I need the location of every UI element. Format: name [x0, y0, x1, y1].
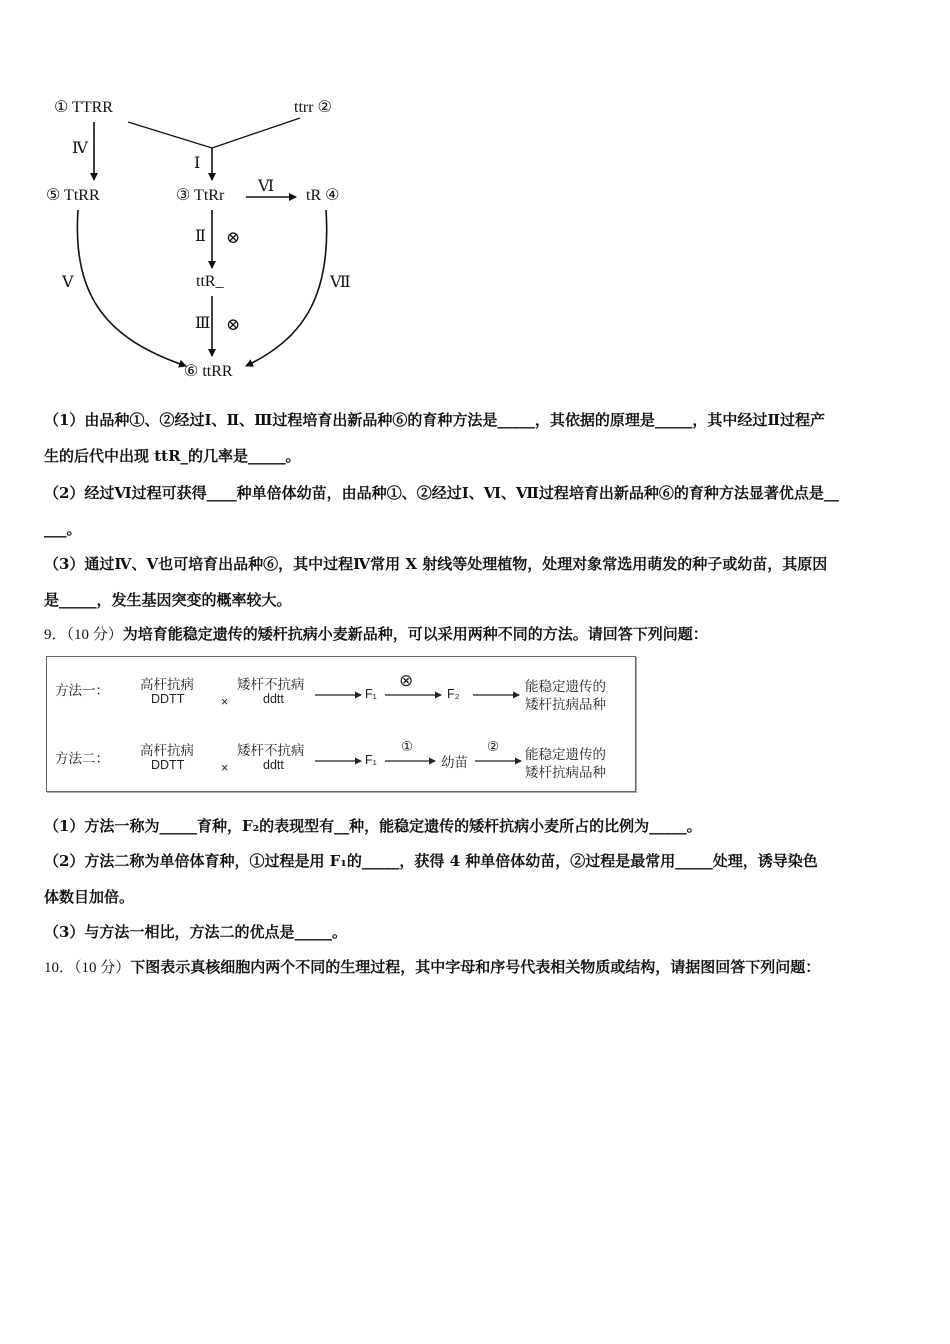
- cross-line-right: [212, 118, 300, 148]
- q8-part1-line1: （1）由品种①、②经过Ⅰ、Ⅱ、Ⅲ过程培育出新品种⑥的育种方法是_____，其依据的原理是_____，其中经过Ⅱ过程产: [44, 411, 826, 429]
- method-two-label: 方法二：: [55, 751, 109, 767]
- label-iii: Ⅲ: [195, 315, 211, 332]
- result-line1: 能稳定遗传的: [525, 679, 606, 695]
- result-line2: 矮杆抗病品种: [525, 765, 606, 781]
- selfing-icon: ⊗: [399, 671, 414, 691]
- cross-line-left: [128, 122, 212, 148]
- question-score: （10 分）: [66, 627, 123, 643]
- result-line2: 矮杆抗病品种: [525, 697, 606, 713]
- parent-tall-resistant: 高杆抗病: [140, 743, 194, 759]
- q9-part2-line2: 体数目加倍。: [44, 888, 135, 906]
- parent-short-susceptible: 矮杆不抗病: [237, 677, 305, 693]
- q10-stem: [44, 957, 910, 978]
- q9-part1: （1）方法一称为_____育种，F₂的表现型有__种，能稳定遗传的矮杆抗病小麦所占的比例为_____。: [44, 817, 702, 835]
- node-1-ttrr: ① TTRR: [54, 99, 113, 116]
- result-line1: 能稳定遗传的: [525, 747, 606, 763]
- seedling-label: 幼苗: [441, 755, 468, 771]
- genotype-ddtt-lower: ddtt: [263, 692, 284, 706]
- q8-part3-line2: 是_____，发生基因突变的概率较大。: [44, 591, 292, 609]
- label-ii: Ⅱ: [195, 228, 206, 245]
- question-score: （10 分）: [74, 960, 131, 976]
- label-v: Ⅴ: [62, 274, 74, 291]
- q8-part3-line1: （3）通过Ⅳ、Ⅴ也可培育出品种⑥，其中过程Ⅳ常用 X 射线等处理植物，处理对象常选用萌发的种子或幼苗，其原因: [44, 555, 828, 573]
- arrow-vii: [246, 210, 327, 366]
- q9-part2-line1: （2）方法二称为单倍体育种，①过程是用 F₁的_____，获得 4 种单倍体幼苗，②过程是最常用_____处理，诱导染色: [44, 852, 818, 870]
- label-vii: Ⅶ: [330, 274, 351, 291]
- parent-tall-resistant: 高杆抗病: [140, 677, 194, 693]
- selfing-icon: ⊗: [226, 228, 241, 247]
- arrow-v: [77, 210, 186, 366]
- step-1-marker: ①: [401, 739, 414, 755]
- step-2-marker: ②: [487, 739, 500, 755]
- f1-label: F₁: [365, 753, 377, 767]
- selfing-icon: ⊗: [226, 315, 241, 334]
- method-one-label: 方法一：: [55, 683, 109, 699]
- method-diagram-box: [46, 656, 636, 792]
- node-4-tr: tR ④: [306, 187, 340, 204]
- f1-label: F₁: [365, 687, 377, 701]
- label-i: Ⅰ: [194, 155, 201, 172]
- q8-part2-line2: ___。: [44, 520, 82, 538]
- node-6-ttrr: ⑥ ttRR: [184, 363, 233, 380]
- node-3-ttrr: ③ TtRr: [176, 187, 225, 204]
- q9-part3: （3）与方法一相比，方法二的优点是_____。: [44, 923, 347, 941]
- node-5-ttrr: ⑤ TtRR: [46, 187, 100, 204]
- genotype-ddtt-upper: DDTT: [151, 692, 185, 706]
- q8-part2-line1: （2）经过Ⅵ过程可获得____种单倍体幼苗，由品种①、②经过Ⅰ、Ⅵ、Ⅶ过程培育出新品种⑥的育种方法显著优点是__: [44, 484, 839, 502]
- question-text: 为培育能稳定遗传的矮杆抗病小麦新品种，可以采用两种不同的方法。请回答下列问题：: [122, 625, 708, 643]
- genotype-ddtt-lower: ddtt: [263, 758, 284, 772]
- parent-short-susceptible: 矮杆不抗病: [237, 743, 305, 759]
- question-number: 9．: [44, 627, 67, 643]
- question-number: 10．: [44, 960, 75, 976]
- label-vi: Ⅵ: [258, 178, 275, 195]
- node-ttr-blank: ttR_: [196, 273, 224, 290]
- q9-stem: [44, 624, 910, 645]
- cross-symbol: ×: [221, 761, 229, 775]
- label-iv: Ⅳ: [72, 140, 88, 157]
- genotype-ddtt-upper: DDTT: [151, 758, 185, 772]
- cross-symbol: ×: [221, 695, 229, 709]
- question-text: 下图表示真核细胞内两个不同的生理过程，其中字母和序号代表相关物质或结构，请据图回答下列问题：: [130, 958, 821, 976]
- node-2-ttrr: ttrr ②: [294, 99, 332, 116]
- q8-part1-line2: 生的后代中出现 ttR_的几率是_____。: [44, 447, 301, 465]
- f2-label: F₂: [447, 687, 460, 701]
